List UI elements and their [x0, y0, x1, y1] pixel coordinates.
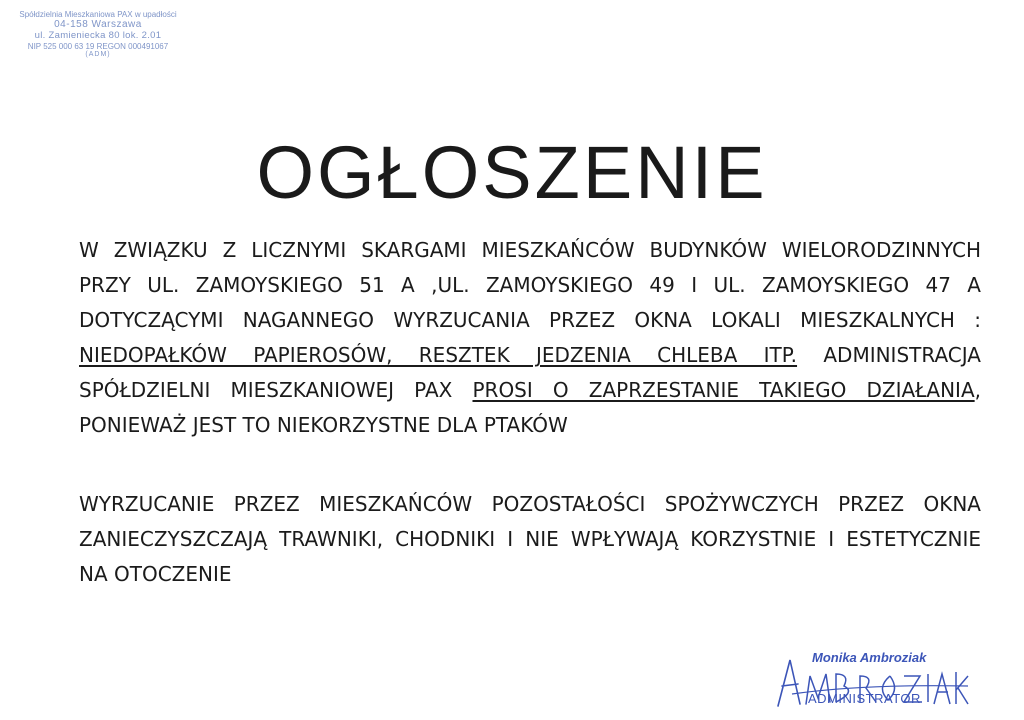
- signatory-role: ADMINISTRATOR: [808, 691, 921, 706]
- paragraph-line: WYRZUCANIE PRZEZ MIESZKAŃCÓW POZOSTAŁOŚCI SPOŻYWCZYCH PRZEZ OKNA: [79, 492, 981, 516]
- page-title: OGŁOSZENIE: [256, 130, 768, 214]
- stamp-line-city: 04-158 Warszawa: [54, 19, 142, 31]
- paragraph-line: PRZY UL. ZAMOYSKIEGO 51 A ,UL. ZAMOYSKIEGO 49 I UL. ZAMOYSKIEGO 47 A: [79, 273, 981, 297]
- paragraph-line: [79, 373, 981, 408]
- stamp-line-street: ul. Zamieniecka 80 lok. 2.01: [34, 29, 162, 41]
- underlined-phrase: NIEDOPAŁKÓW PAPIEROSÓW, RESZTEK JEDZENIA CHLEBA ITP.: [79, 343, 798, 367]
- paragraph-text: ADMINISTRACJA: [797, 343, 981, 367]
- paragraph-line: NA OTOCZENIE: [79, 562, 232, 586]
- announcement-paragraph-1: [79, 233, 981, 443]
- underlined-phrase: PROSI O ZAPRZESTANIE TAKIEGO DZIAŁANIA: [472, 378, 975, 402]
- stamp-line-name: Spółdzielnia Mieszkaniowa PAX w upadłości: [19, 10, 177, 19]
- organization-stamp: [8, 10, 188, 59]
- signatory-name: Monika Ambroziak: [812, 650, 927, 665]
- paragraph-line: [79, 338, 981, 373]
- paragraph-text: SPÓŁDZIELNI MIESZKANIOWEJ PAX: [79, 378, 473, 402]
- paragraph-text: ,: [974, 378, 981, 402]
- paragraph-line: PONIEWAŻ JEST TO NIEKORZYSTNE DLA PTAKÓW: [79, 413, 568, 437]
- signature-stamp: [772, 646, 972, 712]
- stamp-line-dept: (ADM): [85, 50, 111, 58]
- paragraph-line: DOTYCZĄCYMI NAGANNEGO WYRZUCANIA PRZEZ OKNA LOKALI MIESZKALNYCH :: [79, 308, 981, 332]
- paragraph-line: ZANIECZYSZCZAJĄ TRAWNIKI, CHODNIKI I NIE WPŁYWAJĄ KORZYSTNIE I ESTETYCZNIE: [79, 527, 981, 551]
- announcement-paragraph-2: [79, 487, 981, 592]
- stamp-line-ids: NIP 525 000 63 19 REGON 000491067: [27, 41, 169, 51]
- paragraph-line: W ZWIĄZKU Z LICZNYMI SKARGAMI MIESZKAŃCÓW BUDYNKÓW WIELORODZINNYCH: [79, 238, 981, 262]
